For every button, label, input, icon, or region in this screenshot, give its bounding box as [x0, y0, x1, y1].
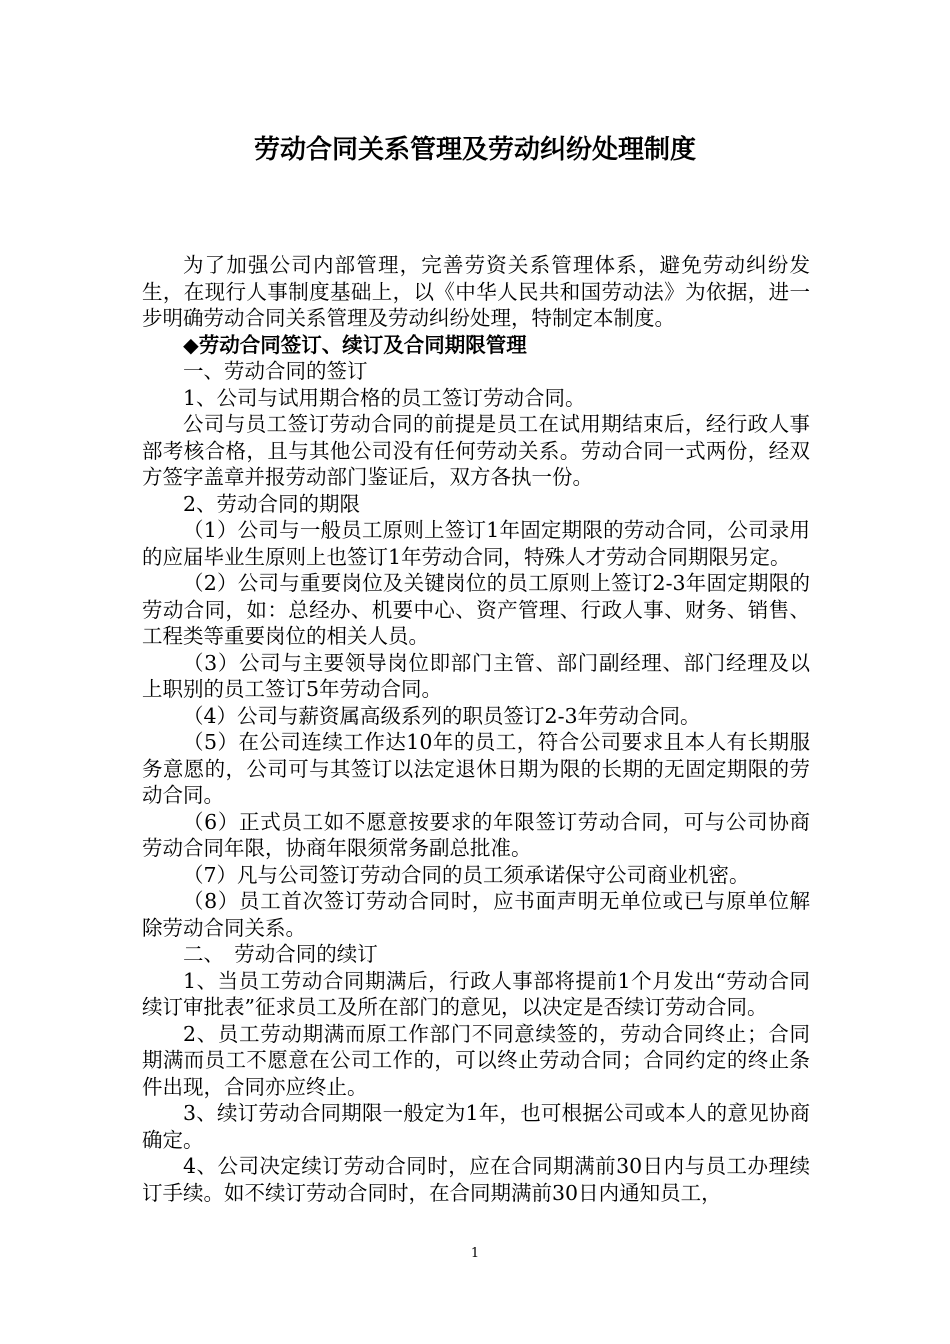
paragraph-term-item-4: （4）公司与薪资属高级系列的职员签订2-3年劳动合同。 — [183, 703, 701, 728]
document-body — [142, 252, 810, 1206]
paragraph-contract-term-heading: 2、劳动合同的期限 — [183, 491, 361, 516]
section-heading-contract-management: ◆劳动合同签订、续订及合同期限管理 — [183, 332, 527, 357]
paragraph-term-item-5: （5）在公司连续工作达10年的员工，符合公司要求且本人有长期服务意愿的，公司可与其签订以法定退休日期为限的长期的无固定期限的劳动合同。 — [142, 730, 810, 807]
paragraph-signing-prerequisite: 公司与员工签订劳动合同的前提是员工在试用期结束后，经行政人事部考核合格，且与其他公司没有任何劳动关系。劳动合同一式两份，经双方签字盖章并报劳动部门鉴证后，双方各执一份。 — [142, 412, 810, 489]
paragraph-renewal-item-3: 3、续订劳动合同期限一般定为1年，也可根据公司或本人的意见协商确定。 — [142, 1101, 810, 1152]
document-title: 劳动合同关系管理及劳动纠纷处理制度 — [253, 135, 696, 165]
subsection-heading-renewal: 二、 劳动合同的续订 — [183, 942, 378, 966]
paragraph-term-item-8: （8）员工首次签订劳动合同时，应书面声明无单位或已与原单位解除劳动合同关系。 — [142, 889, 810, 940]
paragraph-term-item-2: （2）公司与重要岗位及关键岗位的员工原则上签订2-3年固定期限的劳动合同，如：总经办、机要中心、资产管理、行政人事、财务、销售、工程类等重要岗位的相关人员。 — [142, 571, 810, 648]
paragraph-renewal-item-2: 2、员工劳动期满而原工作部门不同意续签的，劳动合同终止；合同期满而员工不愿意在公司工作的，可以终止劳动合同；合同约定的终止条件出现，合同亦应终止。 — [142, 1021, 810, 1099]
paragraph-signing-item-1: 1、公司与试用期合格的员工签订劳动合同。 — [183, 385, 586, 410]
paragraph-term-item-7: （7）凡与公司签订劳动合同的员工须承诺保守公司商业机密。 — [183, 862, 750, 887]
paragraph-renewal-item-4: 4、公司决定续订劳动合同时，应在合同期满前30日内与员工办理续订手续。如不续订劳动合同时，在合同期满前30日内通知员工， — [142, 1154, 810, 1205]
paragraph-term-item-6: （6）正式员工如不愿意按要求的年限签订劳动合同，可与公司协商劳动合同年限，协商年限须常务副总批准。 — [142, 809, 810, 860]
paragraph-term-item-3: （3）公司与主要领导岗位即部门主管、部门副经理、部门经理及以上职别的员工签订5年劳动合同。 — [142, 650, 810, 701]
paragraph-term-item-1: （1）公司与一般员工原则上签订1年固定期限的劳动合同，公司录用的应届毕业生原则上也签订1年劳动合同，特殊人才劳动合同期限另定。 — [142, 518, 810, 569]
paragraph-renewal-item-1: 1、当员工劳动合同期满后，行政人事部将提前1个月发出“劳动合同续订审批表”征求员工及所在部门的意见，以决定是否续订劳动合同。 — [142, 968, 810, 1019]
intro-paragraph: 为了加强公司内部管理，完善劳资关系管理体系，避免劳动纠纷发生，在现行人事制度基础上，以《中华人民共和国劳动法》为依据，进一步明确劳动合同关系管理及劳动纠纷处理，特制定本制度。 — [142, 253, 810, 330]
page-number: 1 — [470, 1246, 480, 1261]
subsection-heading-signing: 一、劳动合同的签订 — [183, 359, 368, 383]
